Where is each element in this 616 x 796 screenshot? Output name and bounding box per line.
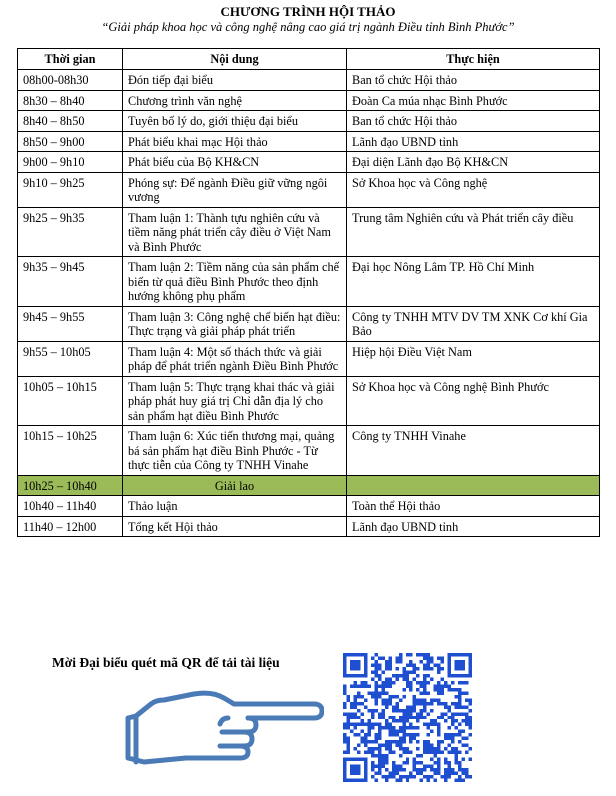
program-table bbox=[17, 48, 600, 537]
table-row bbox=[18, 376, 600, 426]
cell-content: Chương trình văn nghệ bbox=[123, 90, 347, 111]
cell-content: Tham luận 2: Tiềm năng của sản phẩm chế biến từ quả điều Bình Phước theo định hướng không phụ phẩm bbox=[123, 257, 347, 307]
cell-content: Tham luận 5: Thực trạng khai thác và giải pháp phát huy giá trị Chỉ dẫn địa lý cho sản phẩm hạt điều Bình Phước bbox=[123, 376, 347, 426]
table-row bbox=[18, 111, 600, 132]
page-subtitle: “Giải pháp khoa học và công nghệ nâng cao giá trị ngành Điều tỉnh Bình Phước” bbox=[101, 20, 515, 34]
pointing-hand-icon bbox=[116, 686, 324, 772]
table-row bbox=[18, 172, 600, 207]
cell-content: Phát biểu của Bộ KH&CN bbox=[123, 152, 347, 173]
cell-content: Giải lao bbox=[123, 475, 347, 496]
cell-by: Sở Khoa học và Công nghệ Bình Phước bbox=[347, 376, 600, 426]
cell-time: 8h40 – 8h50 bbox=[18, 111, 123, 132]
table-row bbox=[18, 70, 600, 91]
table-row bbox=[18, 496, 600, 517]
cell-by: Lãnh đạo UBND tỉnh bbox=[347, 131, 600, 152]
cell-content: Phát biểu khai mạc Hội thảo bbox=[123, 131, 347, 152]
table-row-break bbox=[18, 475, 600, 496]
cell-by bbox=[347, 475, 600, 496]
table-row bbox=[18, 426, 600, 476]
table-row bbox=[18, 516, 600, 537]
cell-time: 9h25 – 9h35 bbox=[18, 207, 123, 257]
cell-by: Sở Khoa học và Công nghệ bbox=[347, 172, 600, 207]
table-header-row bbox=[18, 49, 600, 70]
cell-by: Công ty TNHH Vinahe bbox=[347, 426, 600, 476]
cell-content: Tuyên bố lý do, giới thiệu đại biểu bbox=[123, 111, 347, 132]
cell-time: 08h00-08h30 bbox=[18, 70, 123, 91]
table-row bbox=[18, 341, 600, 376]
cell-content: Phóng sự: Để ngành Điều giữ vững ngôi vương bbox=[123, 172, 347, 207]
cell-time: 8h30 – 8h40 bbox=[18, 90, 123, 111]
cell-by: Toàn thể Hội thảo bbox=[347, 496, 600, 517]
cell-by: Trung tâm Nghiên cứu và Phát triển cây điều bbox=[347, 207, 600, 257]
table-row bbox=[18, 207, 600, 257]
cell-time: 11h40 – 12h00 bbox=[18, 516, 123, 537]
table-row bbox=[18, 306, 600, 341]
cell-time: 9h00 – 9h10 bbox=[18, 152, 123, 173]
cell-time: 9h35 – 9h45 bbox=[18, 257, 123, 307]
table-row bbox=[18, 90, 600, 111]
cell-content: Tổng kết Hội thảo bbox=[123, 516, 347, 537]
cell-by: Lãnh đạo UBND tỉnh bbox=[347, 516, 600, 537]
cell-by: Đoàn Ca múa nhạc Bình Phước bbox=[347, 90, 600, 111]
cell-by: Ban tổ chức Hội thảo bbox=[347, 70, 600, 91]
column-header-by: Thực hiện bbox=[347, 49, 600, 70]
cell-time: 10h05 – 10h15 bbox=[18, 376, 123, 426]
table-row bbox=[18, 257, 600, 307]
cell-content: Tham luận 6: Xúc tiến thương mại, quảng bá sản phẩm hạt điều Bình Phước - Từ thực tiễn của Công ty TNHH Vinahe bbox=[123, 426, 347, 476]
cell-time: 9h45 – 9h55 bbox=[18, 306, 123, 341]
table-row bbox=[18, 131, 600, 152]
cell-content: Đón tiếp đại biểu bbox=[123, 70, 347, 91]
column-header-time: Thời gian bbox=[18, 49, 123, 70]
table-row bbox=[18, 152, 600, 173]
cell-content: Thảo luận bbox=[123, 496, 347, 517]
cell-content: Tham luận 3: Công nghệ chế biến hạt điều: Thực trạng và giải pháp phát triển bbox=[123, 306, 347, 341]
cell-time: 8h50 – 9h00 bbox=[18, 131, 123, 152]
cell-by: Hiệp hội Điều Việt Nam bbox=[347, 341, 600, 376]
cell-time: 9h55 – 10h05 bbox=[18, 341, 123, 376]
cell-time: 10h25 – 10h40 bbox=[18, 475, 123, 496]
cell-by: Công ty TNHH MTV DV TM XNK Cơ khí Gia Bảo bbox=[347, 306, 600, 341]
cell-time: 10h40 – 11h40 bbox=[18, 496, 123, 517]
column-header-content: Nội dung bbox=[123, 49, 347, 70]
table-body bbox=[18, 70, 600, 537]
cell-content: Tham luận 4: Một số thách thức và giải pháp để phát triển ngành Điều Bình Phước bbox=[123, 341, 347, 376]
cell-by: Đại học Nông Lâm TP. Hồ Chí Minh bbox=[347, 257, 600, 307]
cell-by: Đại diện Lãnh đạo Bộ KH&CN bbox=[347, 152, 600, 173]
qr-instruction: Mời Đại biểu quét mã QR để tải tài liệu bbox=[52, 655, 280, 670]
cell-by: Ban tổ chức Hội thảo bbox=[347, 111, 600, 132]
cell-time: 10h15 – 10h25 bbox=[18, 426, 123, 476]
qr-code-icon[interactable] bbox=[343, 652, 472, 783]
cell-content: Tham luận 1: Thành tựu nghiên cứu và tiềm năng phát triển cây điều ở Việt Nam và Bình Phước bbox=[123, 207, 347, 257]
cell-time: 9h10 – 9h25 bbox=[18, 172, 123, 207]
page-title: CHƯƠNG TRÌNH HỘI THẢO bbox=[220, 4, 396, 19]
